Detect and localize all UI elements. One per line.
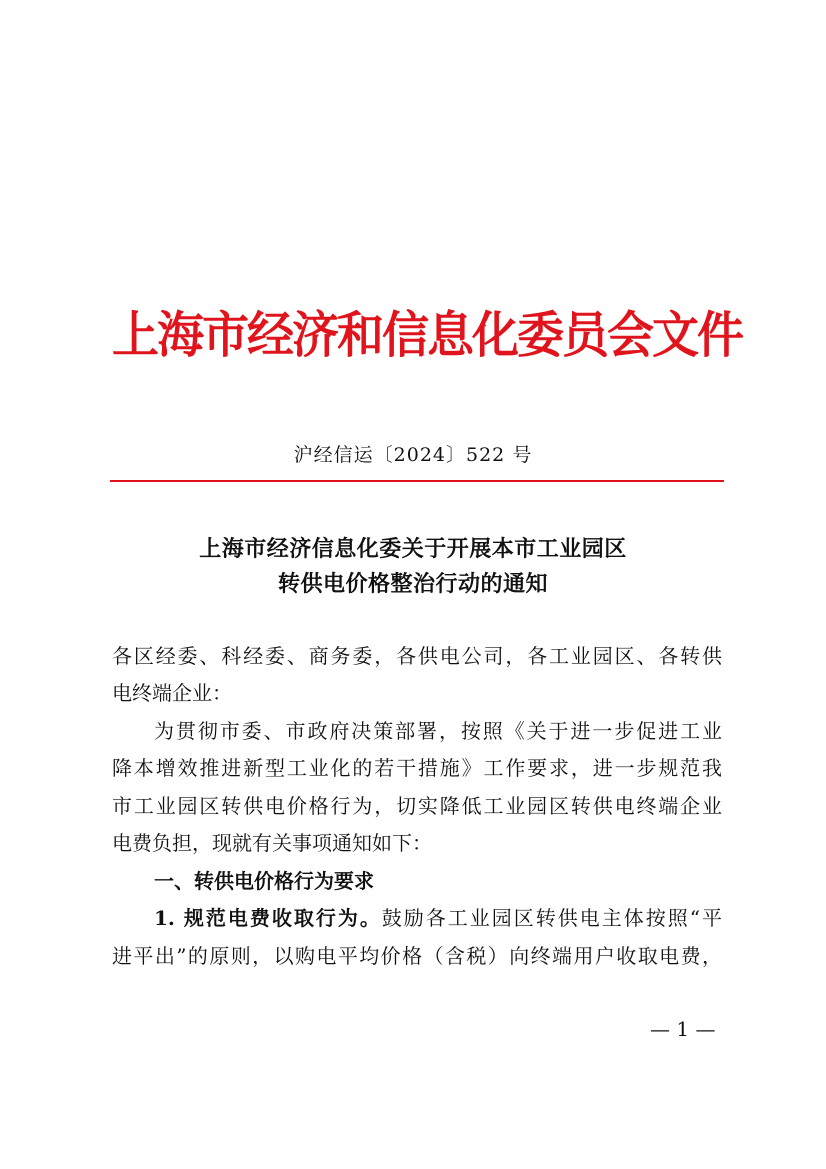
body-paragraph-line: 为贯彻市委、市政府决策部署，按照《关于进一步促进工业 (154, 719, 722, 743)
section-heading: 一、转供电价格行为要求 (154, 869, 374, 893)
item-1-text: 鼓励各工业园区转供电主体按照“平 (381, 906, 722, 930)
body-paragraph-line: 市工业园区转供电价格行为，切实降低工业园区转供电终端企业 (112, 794, 722, 818)
body-paragraph-line: 电费负担，现就有关事项通知如下： (112, 831, 432, 855)
body-paragraph-line: 降本增效推进新型工业化的若干措施》工作要求，进一步规范我 (112, 756, 722, 780)
addressee-line: 电终端企业： (112, 681, 232, 705)
body-paragraph-line: 进平出”的原则，以购电平均价格（含税）向终端用户收取电费， (112, 944, 722, 968)
issuing-organization-header: 上海市经济和信息化委员会文件 (112, 306, 742, 365)
red-divider-line (110, 480, 724, 482)
document-title-line-1: 上海市经济信息化委关于开展本市工业园区 (199, 536, 627, 562)
document-number: 沪经信运〔2024〕522 号 (293, 444, 533, 466)
page-number: — 1 — (650, 1017, 716, 1041)
addressee-line: 各区经委、科经委、商务委，各供电公司，各工业园区、各转供 (112, 644, 722, 668)
item-1-title: 1. 规范电费收取行为。 (154, 906, 382, 930)
item-1-line (154, 902, 722, 931)
document-title-line-2: 转供电价格整治行动的通知 (277, 571, 548, 597)
